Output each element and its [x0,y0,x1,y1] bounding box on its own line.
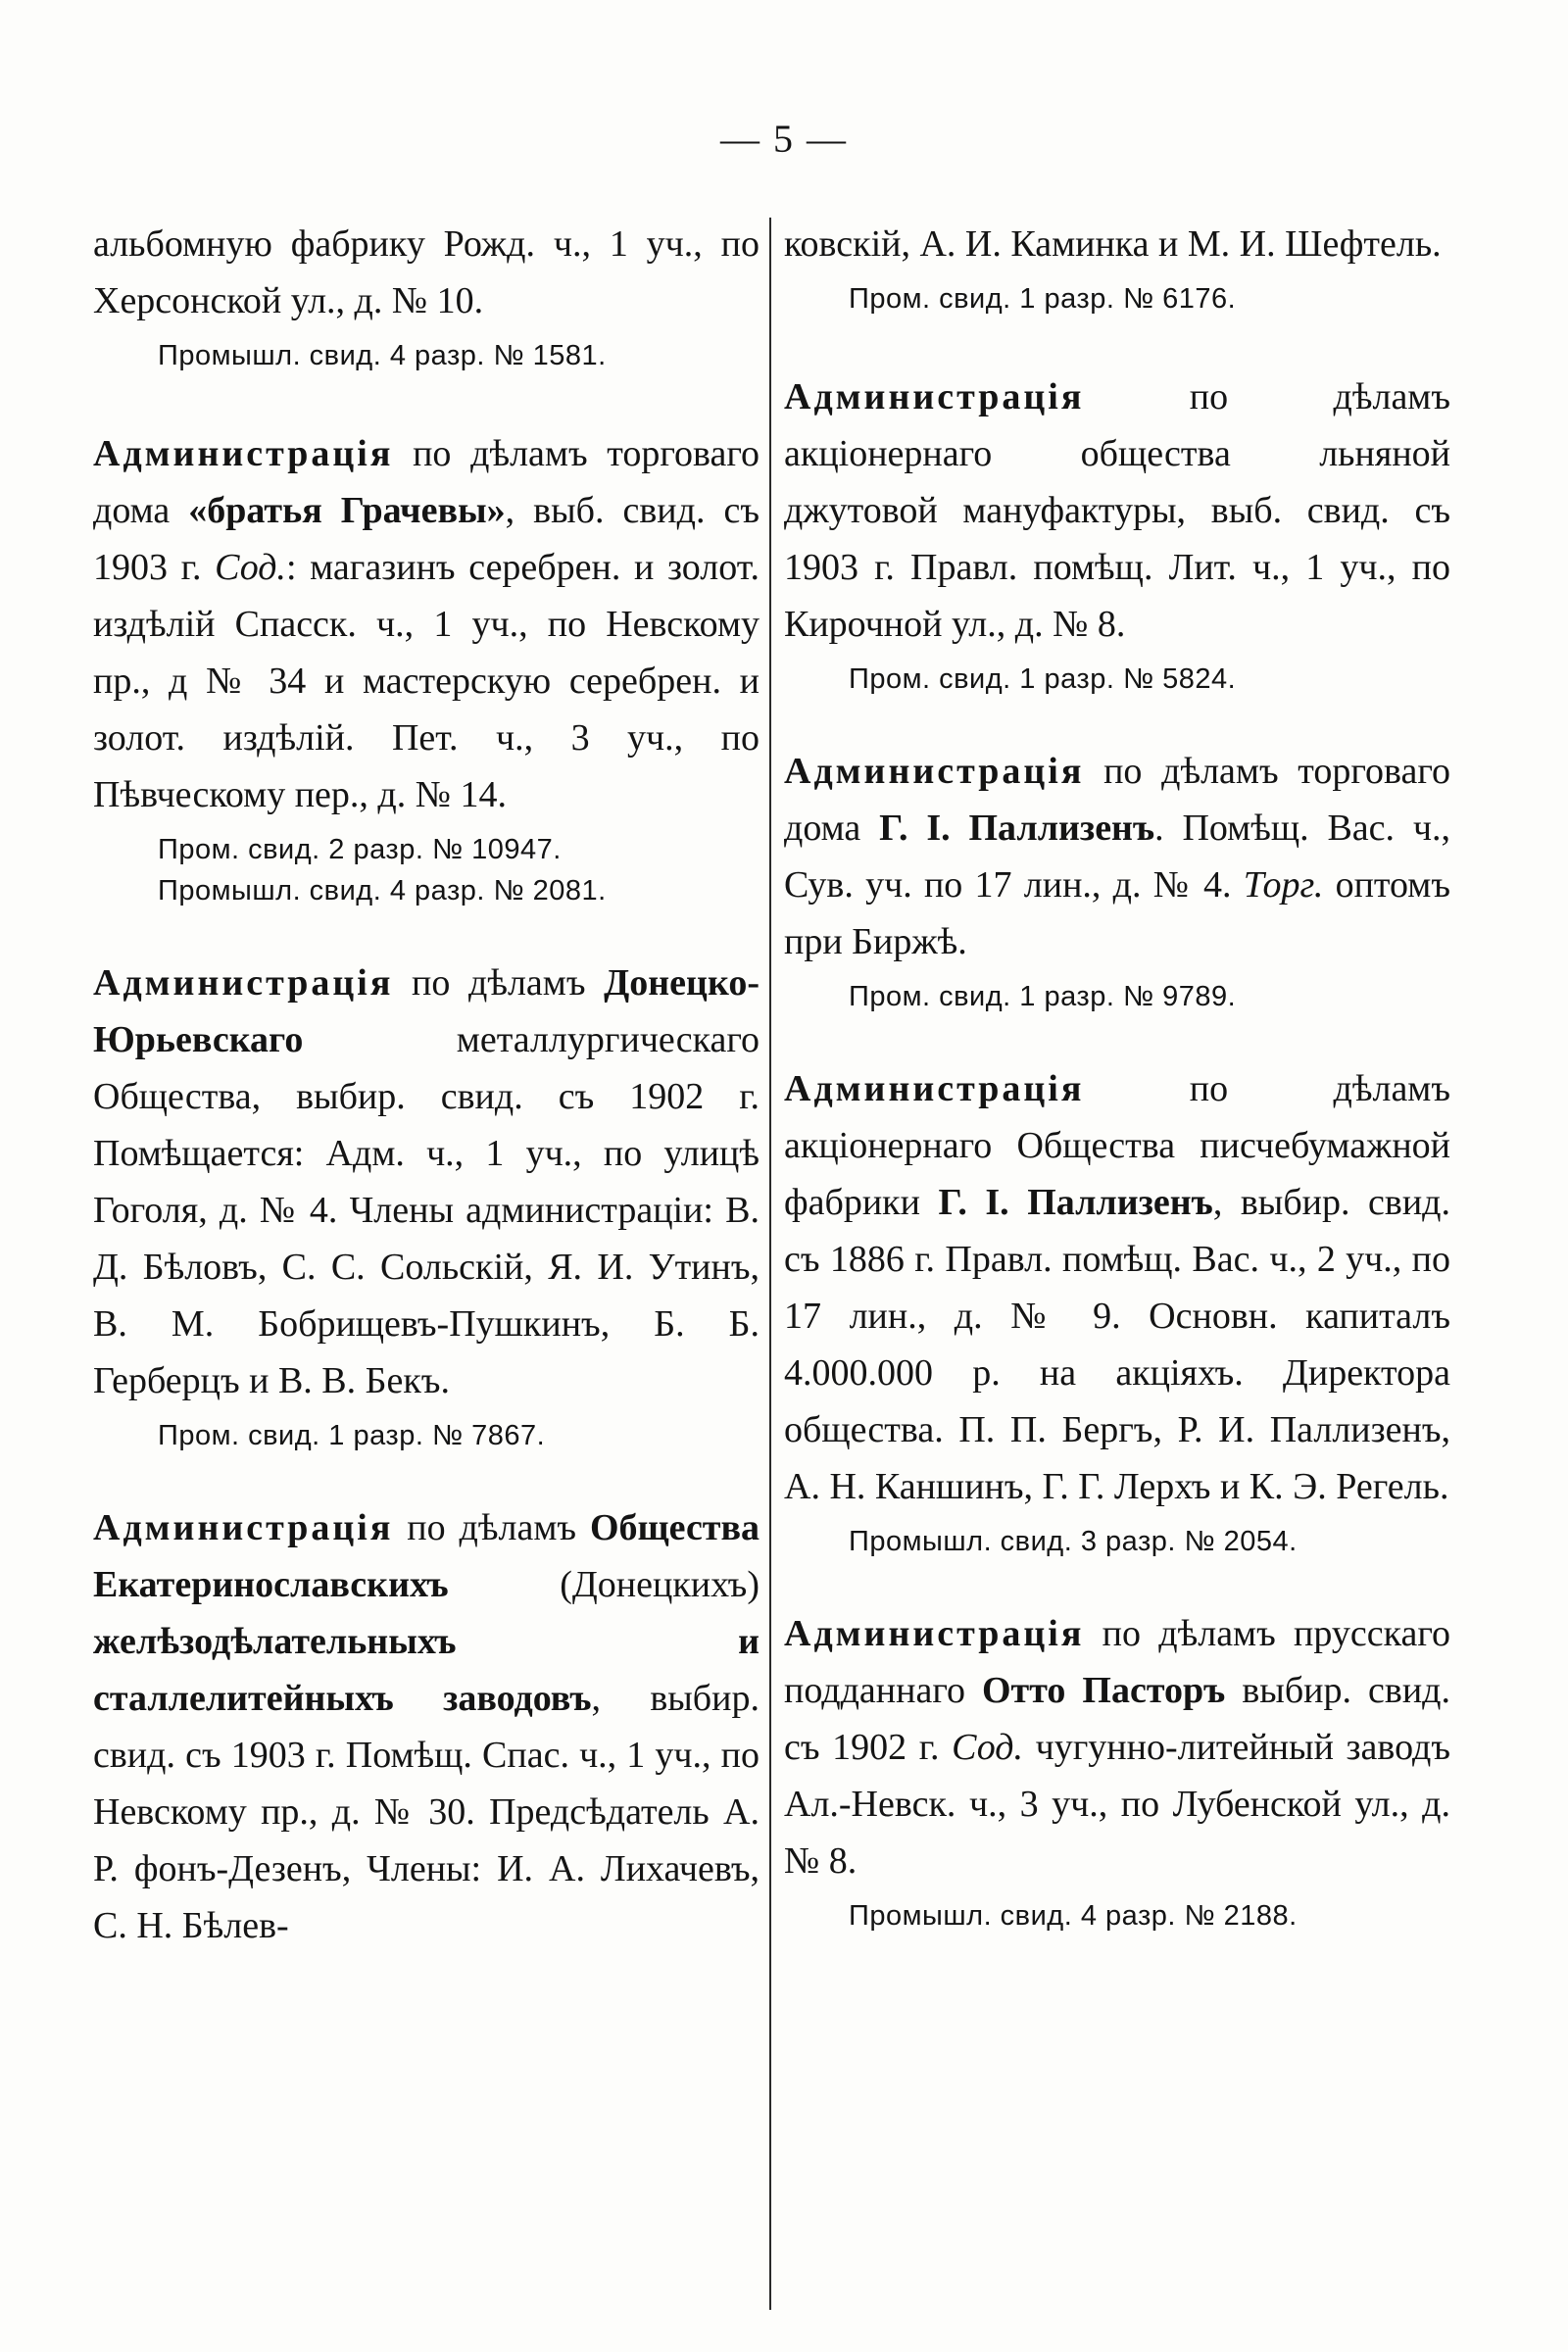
entry-ekaterinoslav-works [93,1499,760,1954]
entry-text: Администрація по дѣламъ торговаго дома «братья Грачевы», выб. свид. съ 1903 г. Сод.: магазинъ серебрен. и золот. издѣлій Спасск. ч., 1 уч., по Невскому пр., д № 34 и мастерскую серебрен. и золот. издѣлій. Пет. ч., 3 уч., по Пѣвческому пер., д. № 14. [93,433,760,815]
entry-pallizen-trading [784,743,1450,1017]
page-number: — 5 — [720,117,848,161]
entry-text: Администрація по дѣламъ акціонернаго Общества писчебумажной фабрики Г. І. Паллизенъ, выбир. свид. съ 1886 г. Правл. помѣщ. Вас. ч., 2 уч., по 17 лин., д. № 9. Основн. капиталъ 4.000.000 р. на акціяхъ. Директора общества. П. П. Бергъ, Р. И. Паллизенъ, А. Н. Каншинъ, Г. Г. Лерхъ и К. Э. Регель. [784,1068,1450,1507]
entry-jute-manufactory [784,368,1450,700]
entry-continuation-right [784,216,1450,319]
entry-reference: Пром. свид. 1 разр. № 7867. [158,1420,546,1451]
entry-reference: Пром. свид. 1 разр. № 9789. [849,981,1237,1012]
left-column [93,216,760,1997]
entry-reference: Промышл. свид. 4 разр. № 2188. [849,1900,1298,1932]
entry-text: Администрація по дѣламъ торговаго дома Г. І. Паллизенъ. Помѣщ. Вас. ч., Сув. уч. по 17 лин., д. № 4. Торг. оптомъ при Биржѣ. [784,751,1451,962]
entry-reference: Пром. свид. 1 разр. № 5824. [849,663,1237,695]
column-divider [769,218,771,2310]
entry-text: Администрація по дѣламъ Донецко-Юрьевскаго металлургическаго Общества, выбир. свид. съ 1902 г. Помѣщается: Адм. ч., 1 уч., по улицѣ Гоголя, д. № 4. Члены администраціи: В. Д. Бѣловъ, С. С. Сольскій, Я. И. Утинъ, В. М. Бобрищевъ-Пушкинъ, Б. Б. Герберцъ и В. В. Бекъ. [93,962,760,1401]
entry-reference: Промышл. свид. 4 разр. № 1581. [158,340,607,371]
entry-reference: Пром. свид. 1 разр. № 6176. [849,283,1237,315]
entry-gracheva [93,425,760,911]
entry-text: альбомную фабрику Рожд. ч., 1 уч., по Херсонской ул., д. № 10. [93,223,760,321]
entry-text: Администрація по дѣламъ прусскаго подданнаго Отто Пасторъ выбир. свид. съ 1902 г. Сод. чугунно-литейный заводъ Ал.-Невск. ч., 3 уч., по Лубенской ул., д. № 8. [784,1613,1451,1882]
entry-continuation-left [93,216,760,376]
entry-otto-pastor [784,1605,1450,1936]
right-column [784,216,1450,1980]
entry-reference: Промышл. свид. 4 разр. № 2081. [158,875,607,906]
entry-reference: Промышл. свид. 3 разр. № 2054. [849,1526,1298,1557]
entry-text: ковскій, А. И. Каминка и М. И. Шефтель. [784,223,1442,265]
entry-reference: Пром. свид. 2 разр. № 10947. [158,834,562,865]
entry-pallizen-paper-factory [784,1060,1450,1562]
entry-text: Администрація по дѣламъ Общества Екатеринославскихъ (Донецкихъ) желѣзодѣлательныхъ и сталлелитейныхъ заводовъ, выбир. свид. съ 1903 г. Помѣщ. Спас. ч., 1 уч., по Невскому пр., д. № 30. Предсѣдатель А. Р. фонъ-Дезенъ, Члены: И. А. Лихачевъ, С. Н. Бѣлев- [93,1507,760,1946]
entry-donetsko-yurievskoe [93,955,760,1456]
entry-text: Администрація по дѣламъ акціонернаго общества льняной джутовой мануфактуры, выб. свид. съ 1903 г. Правл. помѣщ. Лит. ч., 1 уч., по Кирочной ул., д. № 8. [784,376,1450,645]
